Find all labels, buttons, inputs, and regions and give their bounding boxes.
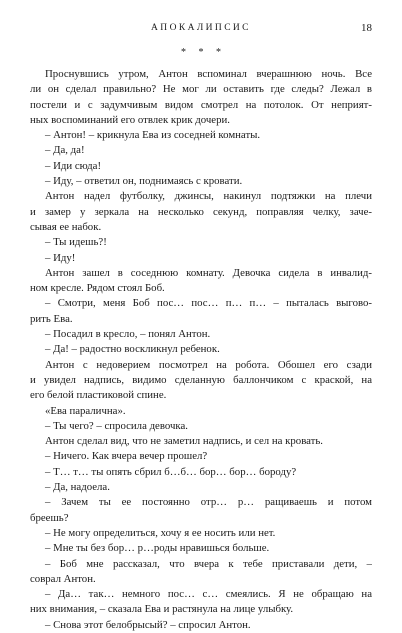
text-line: Антон надел футболку, джинсы, накинул подтяжки на плечи <box>45 190 372 203</box>
text-line: – Смотри, меня Боб пос… пос… п… п… – пыталась выгово- <box>45 297 372 310</box>
text-line: – Антон! – крикнула Ева из соседней комнаты. <box>45 129 261 142</box>
text-line: – Да! – радостно воскликнул ребенок. <box>45 343 220 356</box>
text-line: его белой пластиковой спине. <box>30 389 167 402</box>
text-line: бреешь? <box>30 511 69 524</box>
text-line: сывая ее набок. <box>30 220 102 233</box>
text-line: постели и с задумчивым видом смотрел на потолок. От неприят- <box>30 98 372 111</box>
text-line: – Иду! <box>45 251 76 264</box>
text-line: – Ты чего? – спросила девочка. <box>45 419 188 432</box>
text-line: – Иди сюда! <box>45 159 102 172</box>
text-line: и замер у зеркала на несколько секунд, поправляя челку, заче- <box>30 205 372 218</box>
text-line: «Ева паралична». <box>45 404 126 417</box>
text-line: – Не могу определиться, хочу я ее носить или нет. <box>45 526 276 539</box>
running-head-title: АПОКАЛИПСИС <box>151 23 251 33</box>
text-line: – Зачем ты ее постоянно отр… р… ращиваешь и потом <box>45 496 372 509</box>
text-line: ных воспоминаний его отвлек крик дочери. <box>30 113 230 126</box>
text-line: – Т… т… ты опять сбрил б…б… бор… бор… бороду? <box>45 465 297 478</box>
body-text <box>30 67 372 633</box>
text-line: них внимания, – сказала Ева и растянула на лице улыбку. <box>30 603 294 616</box>
text-line: – Да… так… немного пос… с… смеялись. Я не обращаю на <box>45 588 372 601</box>
text-line: Антон сделал вид, что не заметил надпись, и сел на кровать. <box>45 435 324 448</box>
text-line: ли он сделал правильно? Не мог ли оставить где следы? Лежал в <box>30 83 372 96</box>
page-number: 18 <box>361 22 372 34</box>
text-line: – Ничего. Как вчера вечер прошел? <box>45 450 208 463</box>
section-separator: * * * <box>181 47 221 58</box>
text-line: рить Ева. <box>30 312 73 325</box>
running-header <box>30 21 372 35</box>
text-line: – Снова этот белобрысый? – спросил Антон. <box>45 618 251 631</box>
text-line: Проснувшись утром, Антон вспоминал вчерашнюю ночь. Все <box>45 68 372 80</box>
text-line: соврал Антон. <box>30 572 96 585</box>
text-line: Антон зашел в соседнюю комнату. Девочка сидела в инвалид- <box>45 266 372 279</box>
text-line: – Посадил в кресло, – понял Антон. <box>45 328 211 341</box>
text-line: ном кресле. Рядом стоял Боб. <box>30 282 165 295</box>
text-line: – Да, надоела. <box>45 481 110 494</box>
text-line: Антон с недоверием посмотрел на робота. Обошел его сзади <box>45 358 372 371</box>
text-line: – Да, да! <box>45 144 85 157</box>
text-line: – Иду, – ответил он, поднимаясь с кровати. <box>45 175 243 188</box>
text-line: – Боб мне рассказал, что вчера к тебе приставали дети, – <box>45 557 372 570</box>
text-line: – Ты идешь?! <box>45 236 107 249</box>
text-line: – Мне ты без бор… р…роды нравишься больше. <box>45 542 270 555</box>
text-line: и увидел надпись, видимо сделанную баллончиком с краской, на <box>30 373 372 386</box>
